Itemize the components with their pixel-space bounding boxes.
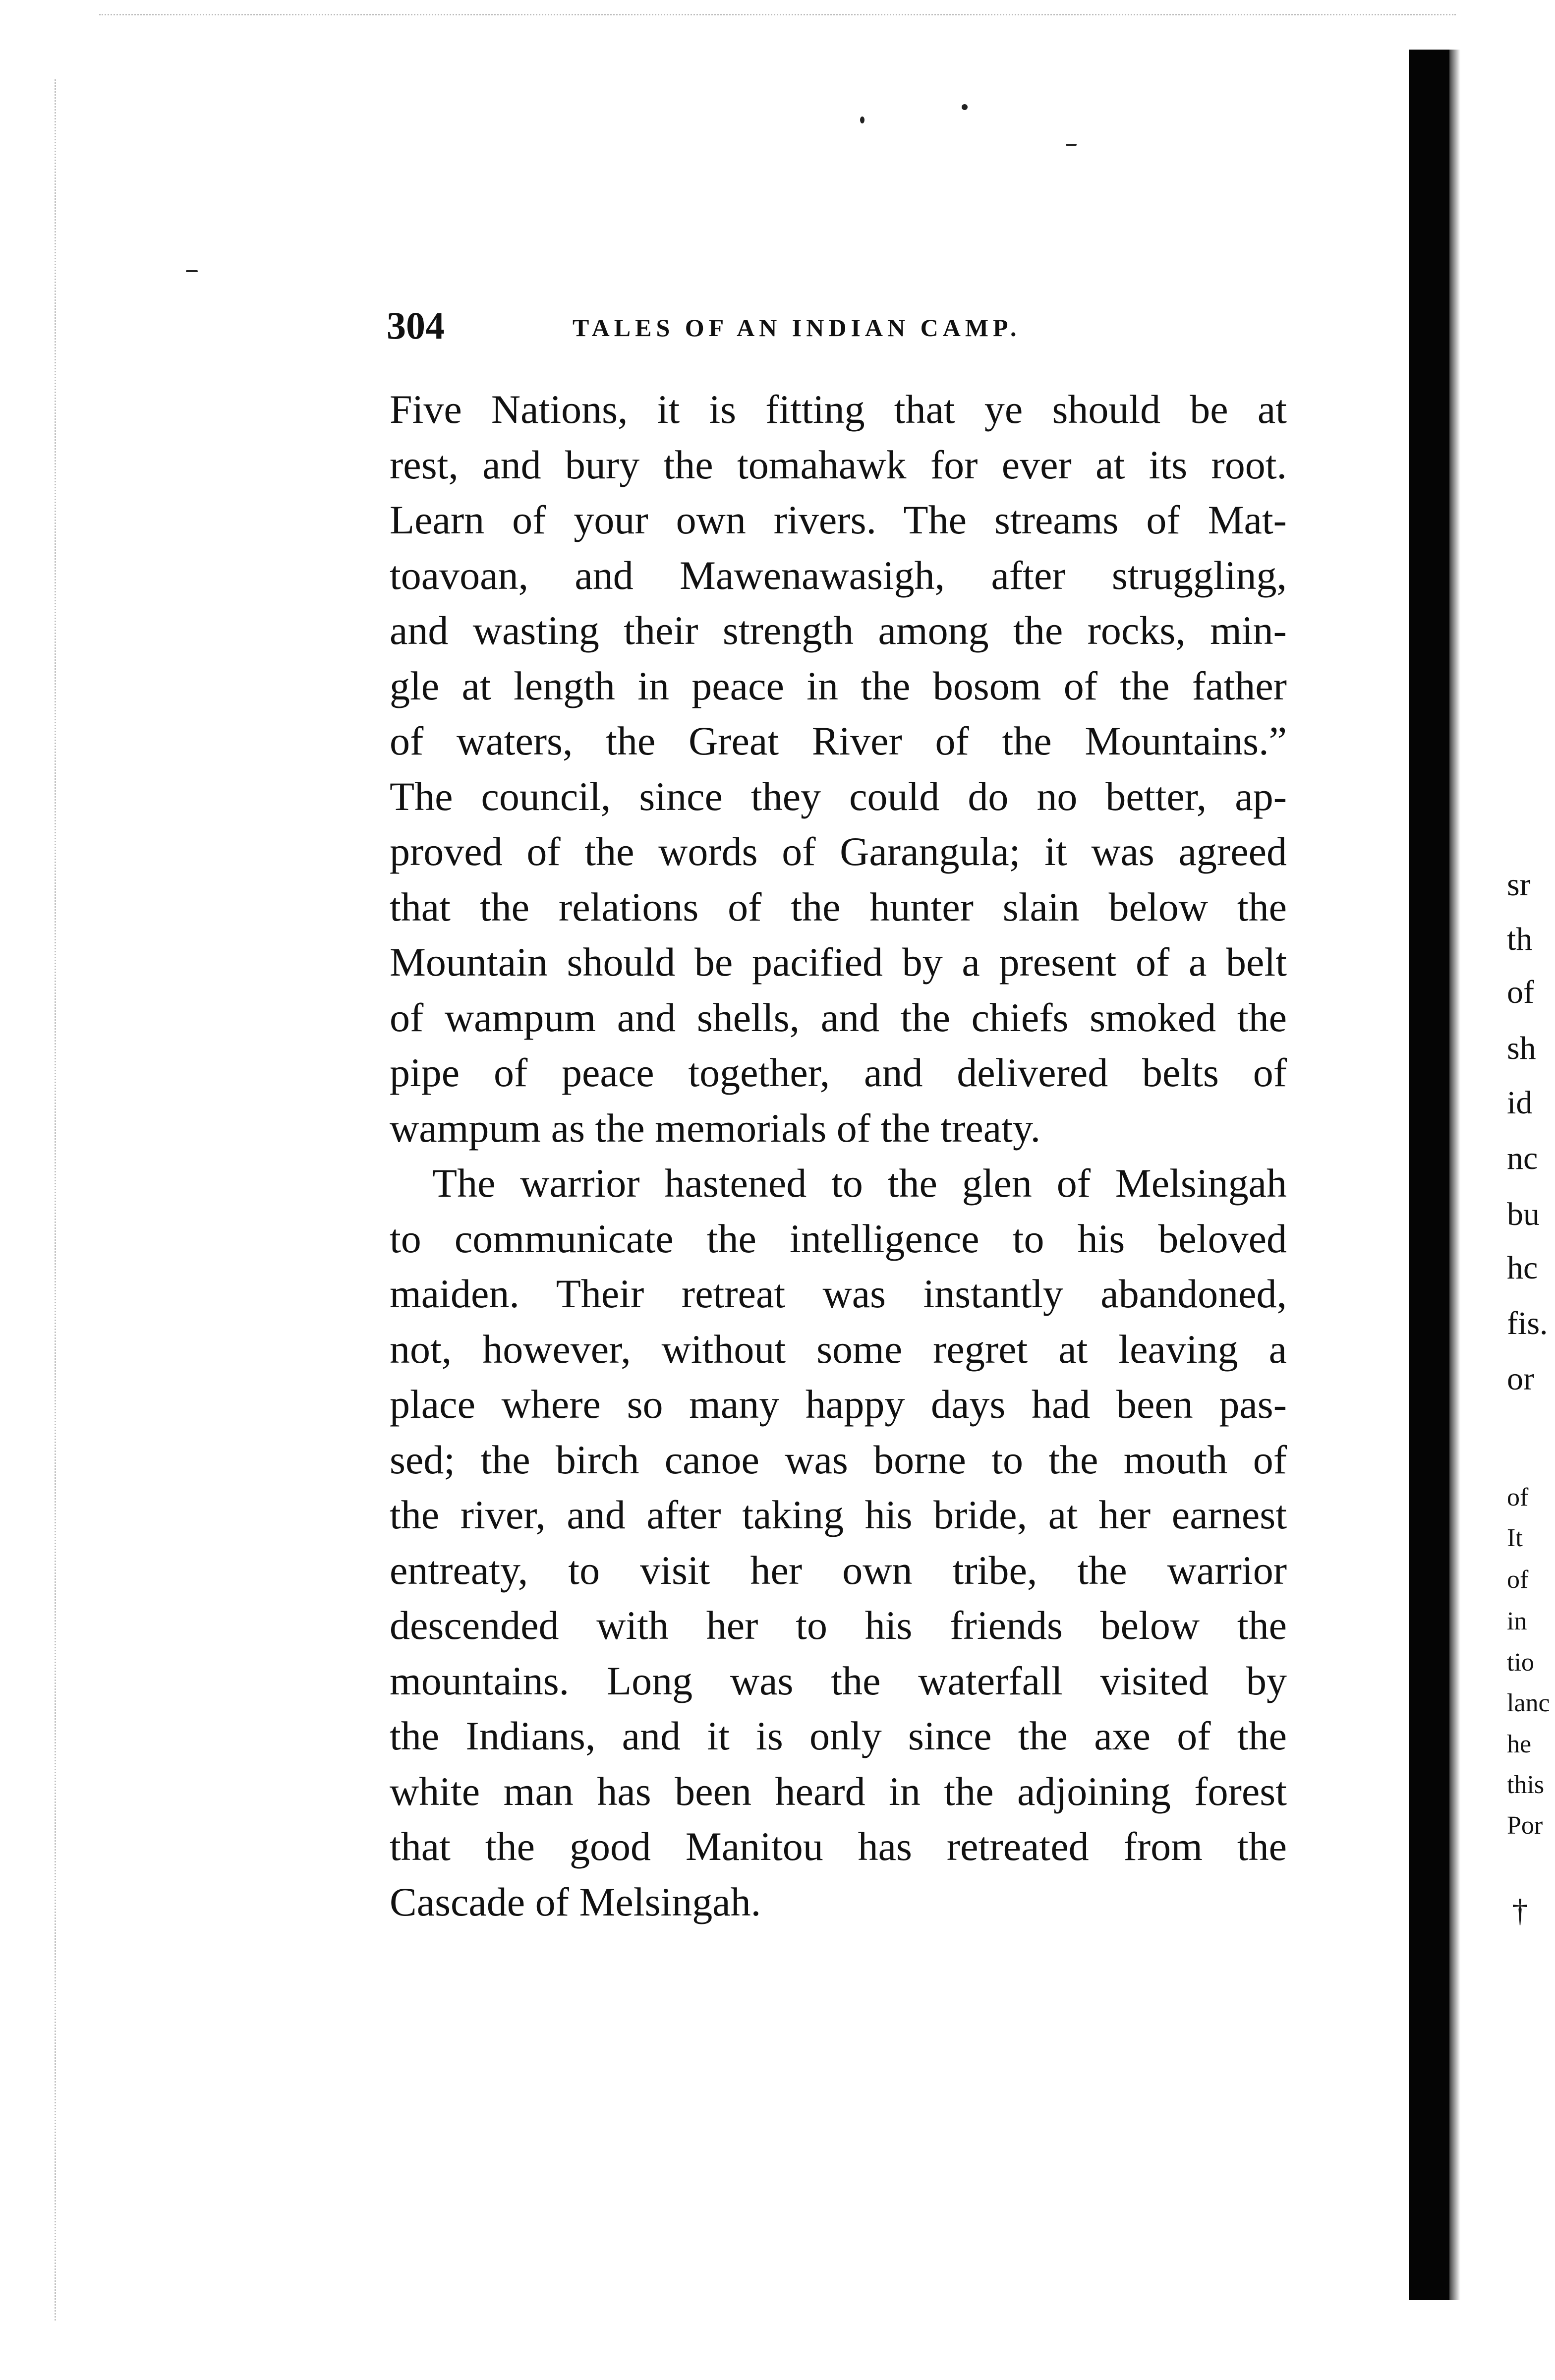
facing-page-fragment: id [1507,1085,1533,1121]
facing-page-fragment: this [1507,1771,1545,1799]
text-line: place where so many happy days had been pas- [390,1382,1287,1427]
facing-page-fragment: fis. [1507,1305,1548,1341]
binding-gutter [1409,50,1449,2300]
text-line: that the good Manitou has retreated from the [390,1824,1287,1869]
facing-page-fragment: th [1507,921,1533,957]
facing-page-fragment: It [1507,1524,1523,1552]
text-line: sed; the birch canoe was borne to the mouth of [390,1437,1287,1482]
facing-page-fragment: nc [1507,1140,1538,1176]
page-header [387,303,1294,348]
facing-page-fragment: bu [1507,1196,1540,1232]
text-line: the Indians, and it is only since the axe of the [390,1713,1287,1758]
text-line: and wasting their strength among the rocks, min- [390,608,1287,653]
speck [860,116,864,123]
facing-page-fragment: sr [1507,867,1531,903]
facing-page-fragment: tio [1507,1648,1534,1677]
binding-gutter-shadow [1449,50,1460,2300]
speck [186,270,198,272]
text-line: proved of the words of Garangula; it was agreed [390,829,1287,874]
text-line: wampum as the memorials of the treaty. [390,1105,1041,1151]
facing-page-fragment: lanc [1507,1689,1550,1717]
text-line: white man has been heard in the adjoining forest [390,1768,1287,1814]
text-line: to communicate the intelligence to his beloved [390,1216,1287,1261]
speck [962,104,968,110]
facing-page-fragment: of [1507,974,1534,1010]
facing-page-fragment: of [1507,1566,1529,1594]
text-line: Mountain should be pacified by a present of a belt [390,939,1287,985]
page-number: 304 [387,304,445,347]
text-line: entreaty, to visit her own tribe, the warrior [390,1547,1287,1593]
running-head: TALES OF AN INDIAN CAMP. [573,314,1021,342]
text-line: maiden. Their retreat was instantly abandoned, [390,1271,1287,1316]
speck [1066,144,1077,146]
facing-page-fragment: of [1507,1483,1529,1511]
facing-page-fragment: Por [1507,1811,1543,1840]
text-line: mountains. Long was the waterfall visited by [390,1658,1287,1703]
facing-page-edge [1507,0,1555,2380]
text-line: The council, since they could do no better, ap- [390,773,1287,819]
text-line: that the relations of the hunter slain below the [390,884,1287,929]
scan-edge-top [99,14,1456,17]
facing-page-fragment: or [1507,1361,1534,1397]
scan-edge-left [55,79,58,2321]
text-line: not, however, without some regret at leaving a [390,1326,1287,1372]
text-line: of wampum and shells, and the chiefs smoked the [390,994,1287,1040]
facing-page-fragment: he [1507,1730,1532,1758]
text-line: of waters, the Great River of the Mountains.” [390,718,1287,763]
text-line: The warrior hastened to the glen of Melsingah [432,1161,1287,1206]
text-line: Learn of your own rivers. The streams of Mat- [390,497,1287,542]
text-line: Five Nations, it is fitting that ye should be at [390,387,1287,432]
facing-page-fragment: in [1507,1607,1527,1635]
text-line: descended with her to his friends below the [390,1603,1287,1648]
text-line: gle at length in peace in the bosom of the father [390,663,1287,708]
text-line: Cascade of Melsingah. [390,1879,761,1924]
text-line: the river, and after taking his bride, at her earnest [390,1492,1287,1537]
text-line: rest, and bury the tomahawk for ever at its root. [390,442,1287,487]
facing-page-fragment: † [1512,1893,1528,1929]
text-line: pipe of peace together, and delivered belts of [390,1050,1287,1095]
body-text [390,382,1287,1929]
text-line: toavoan, and Mawenawasigh, after struggling, [390,552,1287,598]
facing-page-fragment: sh [1507,1030,1536,1066]
facing-page-fragment: hc [1507,1250,1538,1286]
